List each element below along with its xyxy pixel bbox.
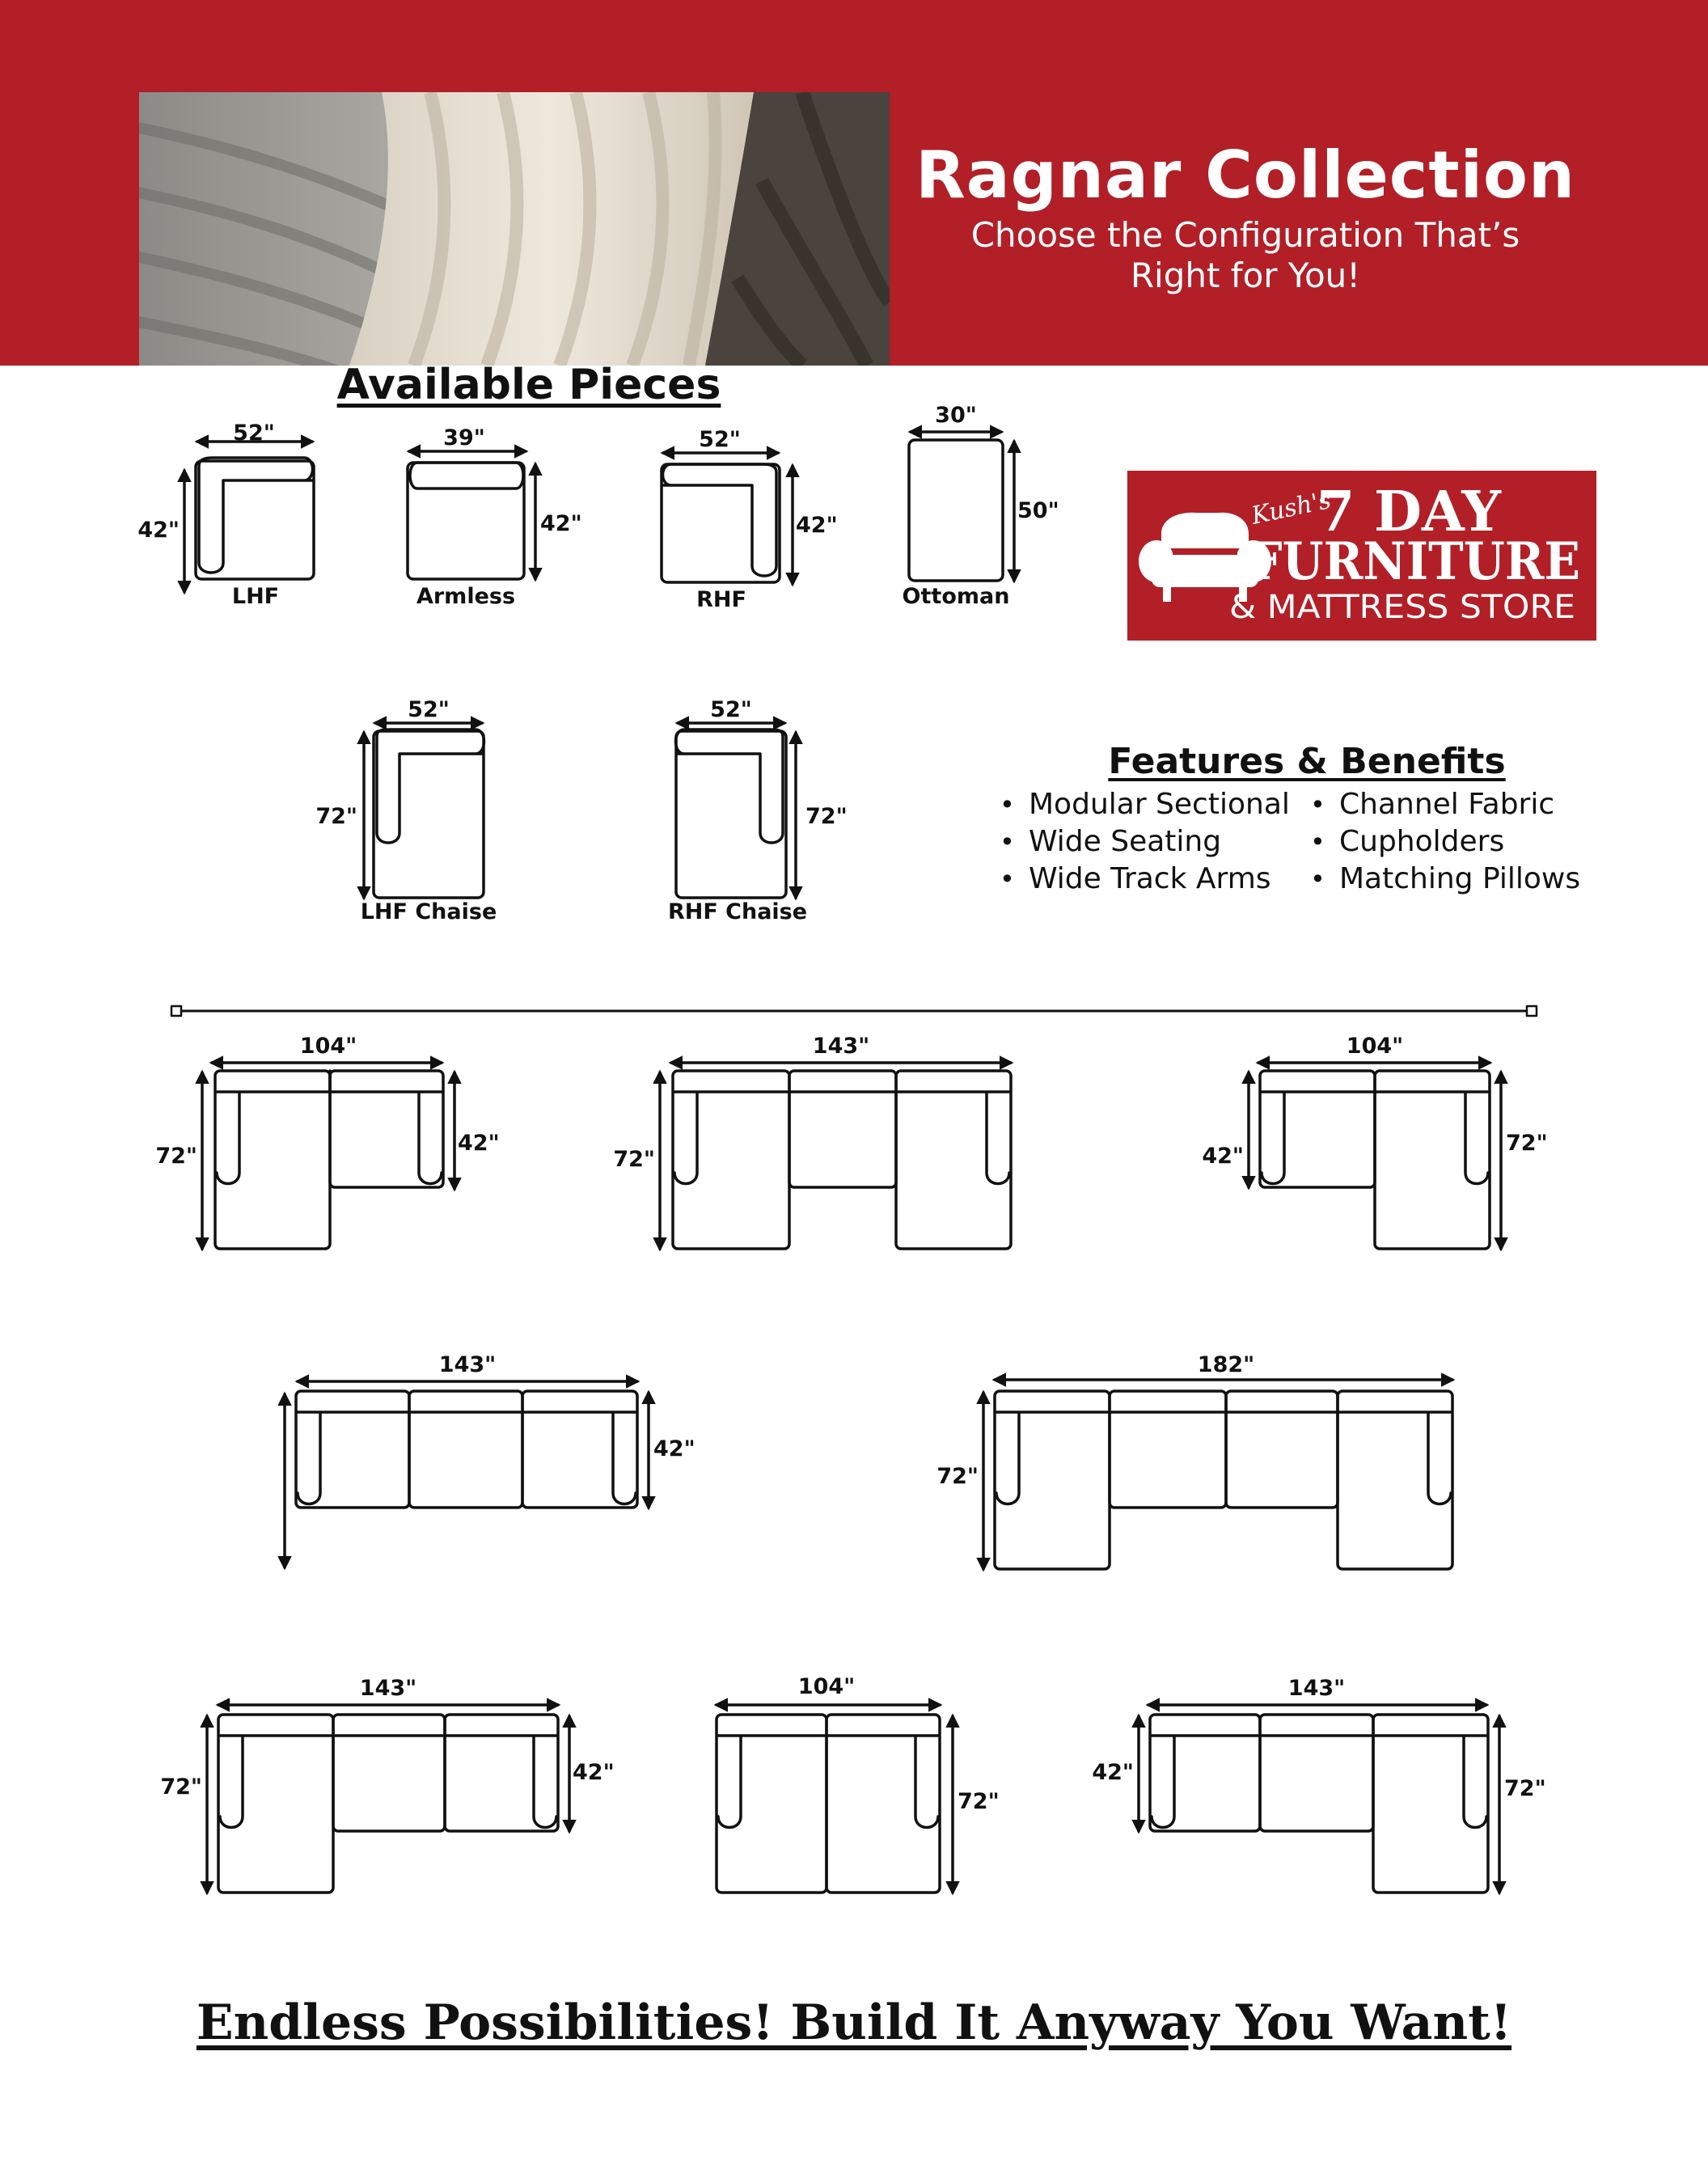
dim-label: 182": [1197, 1352, 1255, 1377]
dim-label: 39": [443, 425, 485, 450]
dim-label: 42": [573, 1760, 615, 1785]
features-heading: Features & Benefits: [1108, 741, 1506, 782]
available-pieces-heading: Available Pieces: [336, 361, 721, 409]
feature-item: • Modular Sectional: [1000, 787, 1310, 823]
dim-label: 42": [653, 1436, 695, 1461]
dim-label: 72": [155, 1144, 197, 1169]
dim-label: 72": [1506, 1131, 1548, 1156]
piece-label: Armless: [416, 584, 516, 609]
piece-lhf-chaise: [364, 723, 484, 898]
config-4-diagram: [285, 1381, 649, 1567]
dim-label: 143": [1287, 1676, 1346, 1701]
piece-label: Ottoman: [902, 584, 1010, 609]
dim-label: 50": [1017, 498, 1059, 523]
dim-label: 52": [710, 697, 752, 722]
piece-label: LHF: [231, 584, 280, 609]
dim-label: 52": [699, 427, 741, 452]
piece-armless: [408, 451, 535, 579]
dim-label: 72": [936, 1464, 979, 1489]
piece-rhf: [662, 453, 793, 584]
piece-label: RHF Chaise: [667, 899, 808, 924]
dim-label: 72": [160, 1774, 202, 1800]
dim-label: 42": [1092, 1760, 1134, 1785]
logo-script: Kush's: [1249, 485, 1334, 531]
dim-label: 104": [797, 1674, 856, 1699]
dim-label: 42": [1202, 1144, 1244, 1169]
logo-line-2: FURNITURE: [1249, 531, 1580, 592]
dim-label: 143": [359, 1676, 417, 1701]
dim-label: 72": [315, 804, 357, 829]
dim-label: 72": [958, 1789, 1000, 1814]
collection-subtitle: [906, 215, 1585, 296]
config-5-diagram: [983, 1380, 1452, 1569]
configuration-diagrams: [0, 366, 1708, 1975]
logo-line-1: 7 DAY: [1317, 480, 1501, 544]
logo-line-3: & MATTRESS STORE: [1229, 589, 1575, 626]
config-3-diagram: [1249, 1063, 1501, 1249]
piece-label: LHF Chaise: [360, 899, 497, 924]
config-7-diagram: [717, 1705, 953, 1893]
collection-title: Ragnar Collection: [915, 137, 1575, 213]
dim-label: 143": [438, 1352, 497, 1377]
config-6-diagram: [207, 1705, 569, 1893]
dim-label: 143": [812, 1034, 870, 1059]
dim-label: 30": [935, 403, 977, 428]
piece-rhf-chaise: [676, 723, 797, 898]
piece-ottoman: [909, 432, 1014, 581]
feature-item: • Wide Track Arms: [1000, 861, 1310, 897]
dim-label: 42": [796, 513, 838, 538]
dim-label: 42": [458, 1131, 500, 1156]
feature-item: • Channel Fabric: [1310, 787, 1614, 823]
subtitle-line-2: Right for You!: [1130, 256, 1361, 295]
piece-lhf: [184, 442, 314, 592]
dim-label: 42": [137, 518, 180, 543]
config-1-diagram: [202, 1063, 454, 1249]
tagline: Endless Possibilities! Build It Anyway You Want!: [196, 1994, 1512, 2051]
dim-label: 72": [1504, 1776, 1546, 1801]
dim-label: 104": [299, 1034, 357, 1059]
subtitle-line-1: Choose the Configuration That’s: [970, 215, 1520, 255]
feature-item: • Matching Pillows: [1310, 861, 1614, 897]
config-2-diagram: [660, 1063, 1011, 1249]
config-8-diagram: [1139, 1705, 1499, 1893]
feature-item: • Wide Seating: [1000, 824, 1310, 860]
fabric-swatch-photo: [139, 92, 890, 366]
feature-item: • Cupholders: [1310, 824, 1614, 860]
dim-label: 52": [233, 421, 275, 446]
dim-label: 72": [613, 1147, 655, 1172]
dim-label: 52": [408, 697, 450, 722]
dim-label: 72": [805, 804, 848, 829]
dim-label: 104": [1346, 1034, 1404, 1059]
dim-label: 42": [540, 511, 582, 536]
piece-label: RHF: [696, 587, 746, 612]
